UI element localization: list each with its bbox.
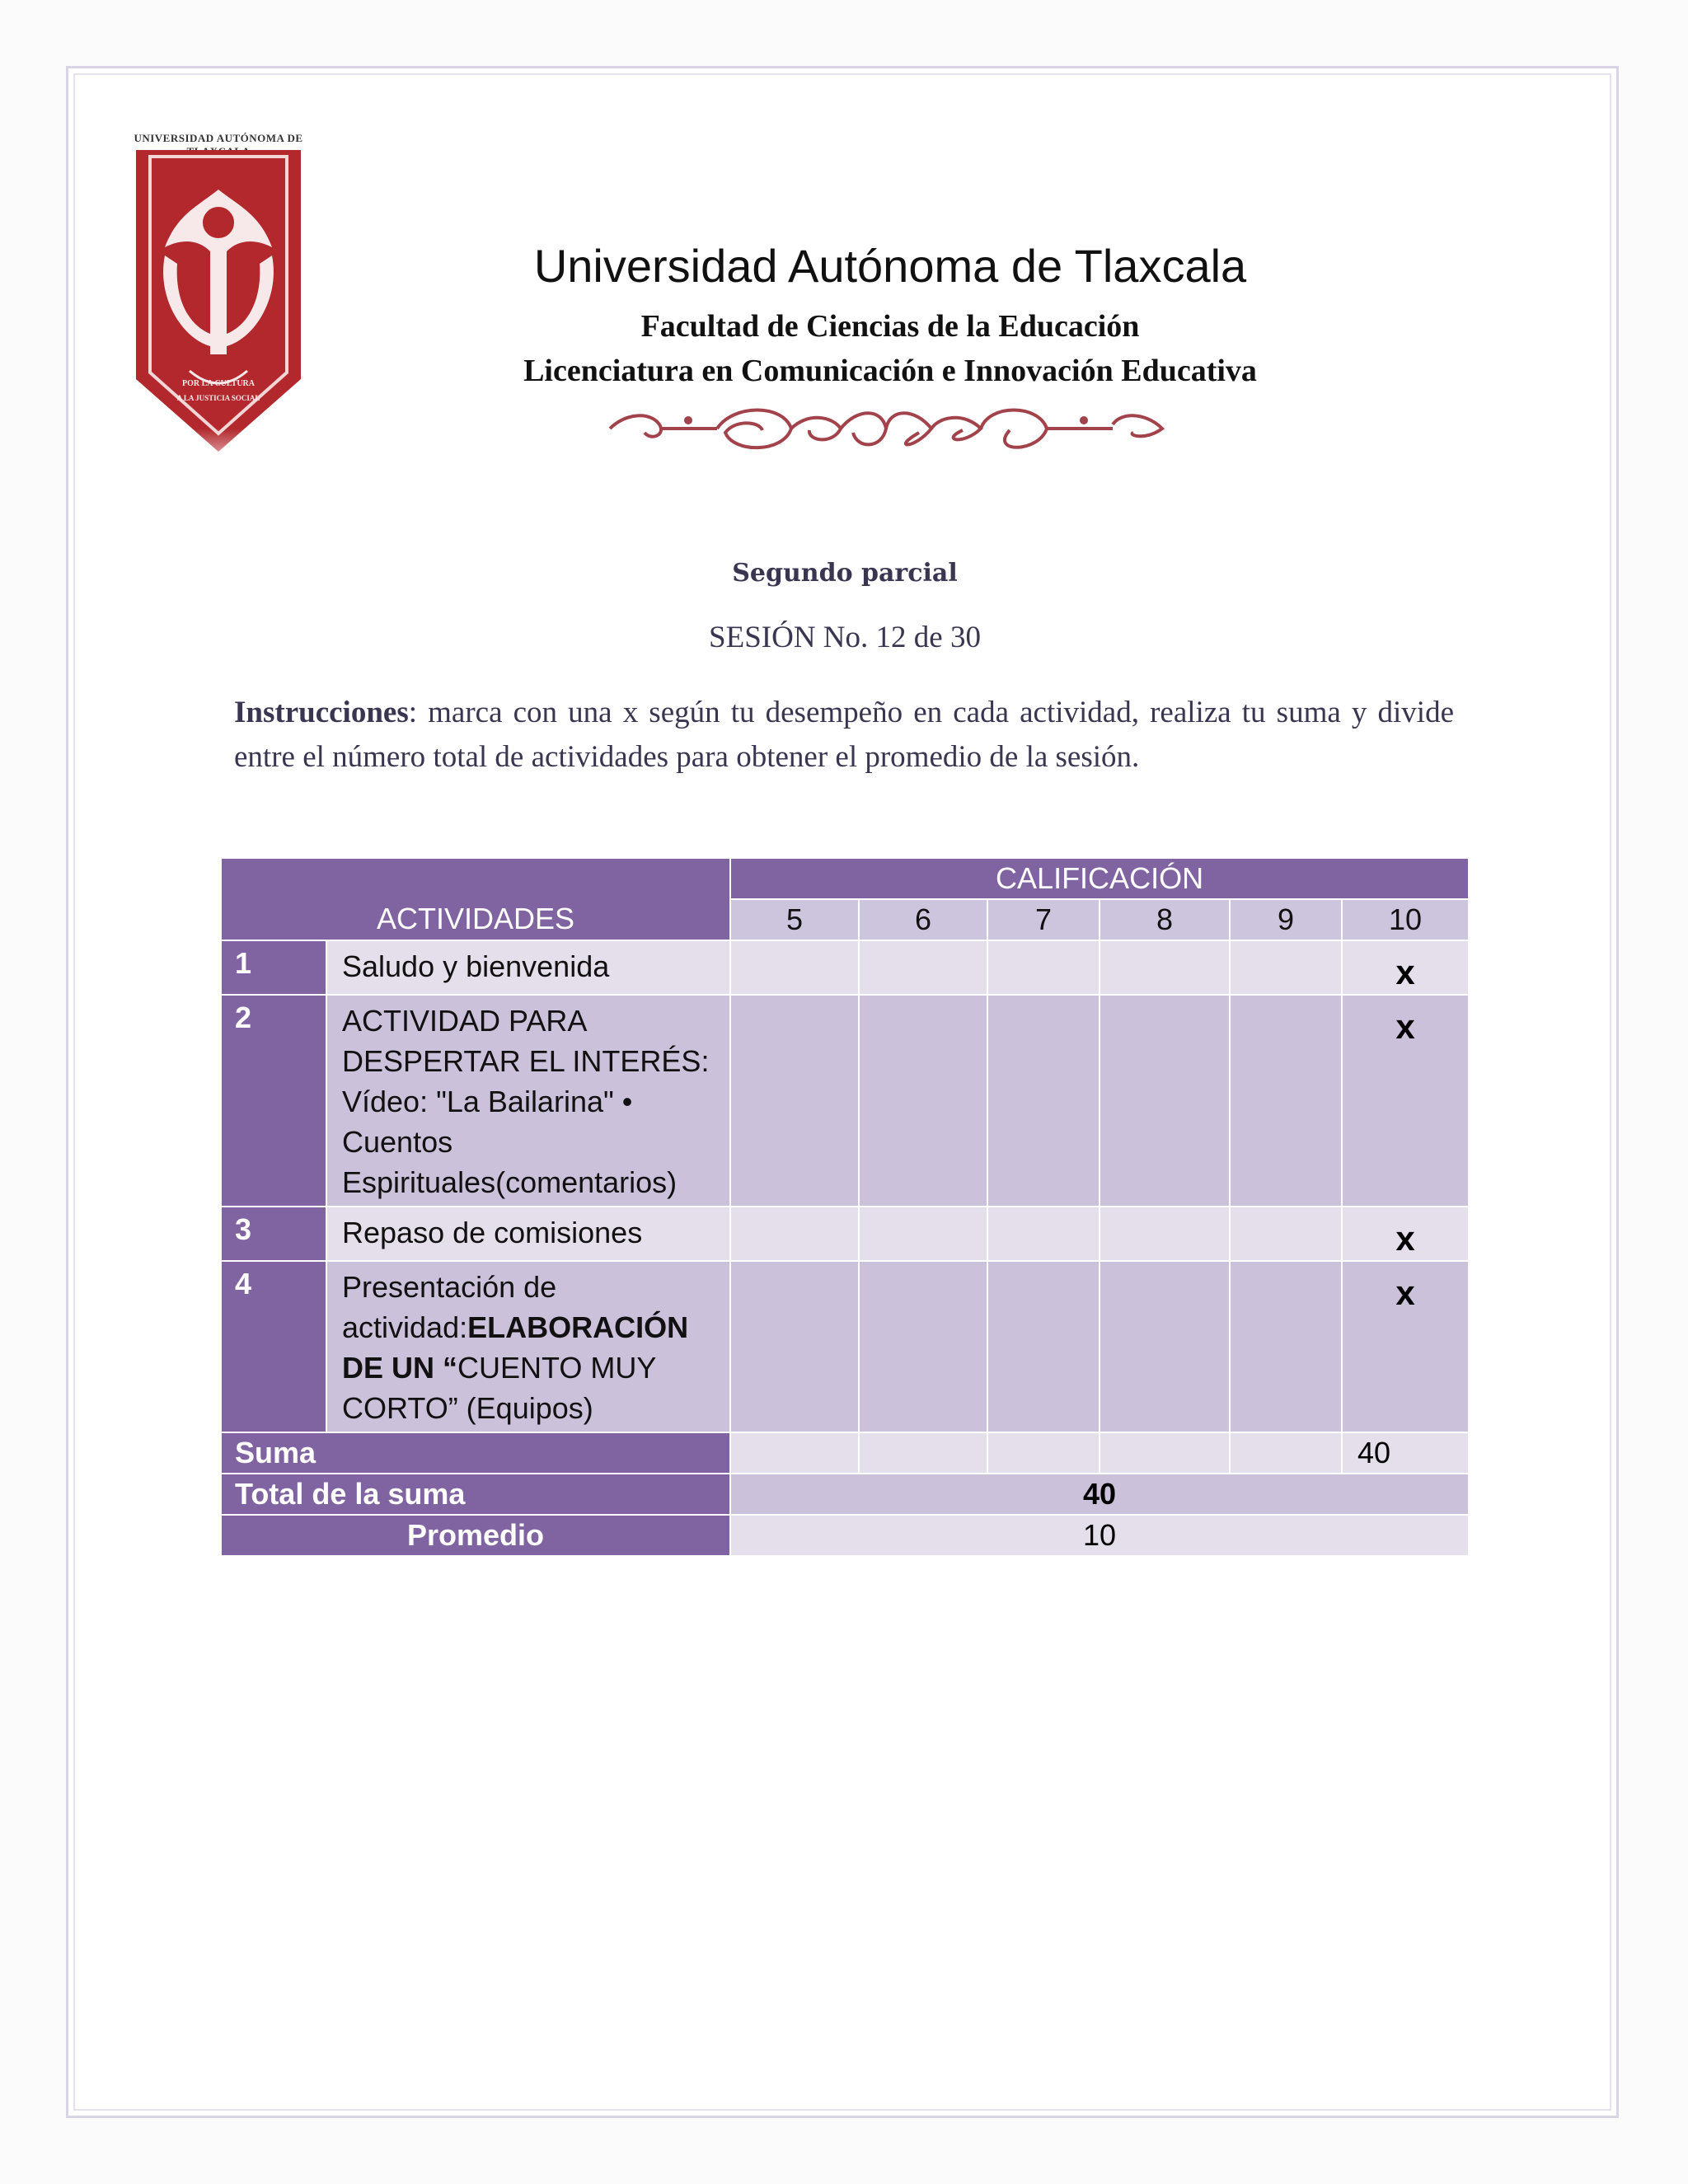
- grade-cell[interactable]: [1230, 1207, 1342, 1261]
- activity-text: Repaso de comisiones: [326, 1207, 730, 1261]
- activity-text-part: CUENTO MUY CORTO” (Equipos): [342, 1351, 656, 1425]
- grade-cell[interactable]: [1230, 1261, 1342, 1432]
- grade-mark[interactable]: x: [1342, 1207, 1469, 1261]
- table-row: [221, 995, 1469, 1207]
- university-emblem: [132, 132, 305, 478]
- emblem-motto-1: POR LA CULTURA: [182, 379, 255, 388]
- grade-cell[interactable]: [1100, 940, 1230, 995]
- activities-header: ACTIVIDADES: [221, 858, 730, 940]
- grade-cell[interactable]: [730, 1207, 859, 1261]
- instructions-label: Instrucciones: [234, 696, 409, 729]
- grade-cell[interactable]: [1230, 940, 1342, 995]
- table-row: [221, 940, 1469, 995]
- faculty-title: Facultad de Ciencias de la Educación: [640, 309, 1140, 344]
- grade-cell[interactable]: [987, 940, 1100, 995]
- instructions-text: : marca con una x según tu desempeño en cada actividad, realiza tu suma y divide entre el número total de actividades para obtener el promedio de la sesión.: [234, 696, 1454, 774]
- grade-mark[interactable]: x: [1342, 1261, 1469, 1432]
- sum-value: 40: [1342, 1432, 1469, 1474]
- sum-cell: [730, 1432, 859, 1474]
- row-number: 2: [221, 995, 326, 1207]
- activity-text-part: Presentación de actividad:: [342, 1270, 557, 1344]
- row-number: 4: [221, 1261, 326, 1432]
- grade-cell[interactable]: [1100, 1207, 1230, 1261]
- grade-column-10: 10: [1342, 899, 1469, 940]
- shield-icon: [132, 132, 305, 478]
- sum-cell: [859, 1432, 987, 1474]
- sum-cell: [1230, 1432, 1342, 1474]
- activity-text-bold: ELABORACIÓN DE UN “: [342, 1310, 689, 1385]
- grade-column-8: 8: [1100, 899, 1230, 940]
- average-row: [221, 1515, 1469, 1556]
- sum-label: Suma: [221, 1432, 730, 1474]
- table-row: [221, 1261, 1469, 1432]
- grade-cell[interactable]: [859, 1207, 987, 1261]
- grade-cell[interactable]: [987, 1261, 1100, 1432]
- row-number: 1: [221, 940, 326, 995]
- grade-cell[interactable]: [1100, 1261, 1230, 1432]
- university-title: Universidad Autónoma de Tlaxcala: [533, 240, 1247, 292]
- grade-cell[interactable]: [859, 940, 987, 995]
- grade-column-7: 7: [987, 899, 1100, 940]
- program-title: Licenciatura en Comunicación e Innovación Educativa: [523, 354, 1257, 388]
- grade-cell[interactable]: [859, 1261, 987, 1432]
- grade-mark[interactable]: x: [1342, 940, 1469, 995]
- grade-cell[interactable]: [730, 995, 859, 1207]
- total-value: 40: [730, 1474, 1469, 1515]
- grade-column-5: 5: [730, 899, 859, 940]
- sum-row: [221, 1432, 1469, 1474]
- grade-cell[interactable]: [730, 1261, 859, 1432]
- average-value: 10: [730, 1515, 1469, 1556]
- grade-cell[interactable]: [730, 940, 859, 995]
- session-label: SESIÓN No. 12 de 30: [709, 621, 981, 654]
- grade-cell[interactable]: [987, 995, 1100, 1207]
- total-row: [221, 1474, 1469, 1515]
- row-number: 3: [221, 1207, 326, 1261]
- partial-label: Segundo parcial: [732, 559, 958, 588]
- grade-column-9: 9: [1230, 899, 1342, 940]
- grade-mark[interactable]: x: [1342, 995, 1469, 1207]
- sum-cell: [1100, 1432, 1230, 1474]
- grade-cell[interactable]: [859, 995, 987, 1207]
- average-label: Promedio: [221, 1515, 730, 1556]
- ornament-divider-icon: [593, 396, 1179, 462]
- emblem-text: UNIVERSIDAD AUTÓNOMA DE: [134, 132, 303, 144]
- grade-header: CALIFICACIÓN: [730, 858, 1469, 899]
- grade-column-6: 6: [859, 899, 987, 940]
- grade-cell[interactable]: [1230, 995, 1342, 1207]
- grades-table: [220, 857, 1470, 1557]
- table-row: [221, 1207, 1469, 1261]
- sum-cell: [987, 1432, 1100, 1474]
- activity-text: ACTIVIDAD PARA DESPERTAR EL INTERÉS: Vídeo: "La Bailarina" • Cuentos Espirituales(comentarios): [326, 995, 730, 1207]
- activity-text: Saludo y bienvenida: [326, 940, 730, 995]
- instructions: [234, 691, 1454, 780]
- grade-cell[interactable]: [1100, 995, 1230, 1207]
- grade-cell[interactable]: [987, 1207, 1100, 1261]
- activity-text: [326, 1261, 730, 1432]
- total-label: Total de la suma: [221, 1474, 730, 1515]
- emblem-motto-2: A LA JUSTICIA SOCIAL: [176, 394, 260, 402]
